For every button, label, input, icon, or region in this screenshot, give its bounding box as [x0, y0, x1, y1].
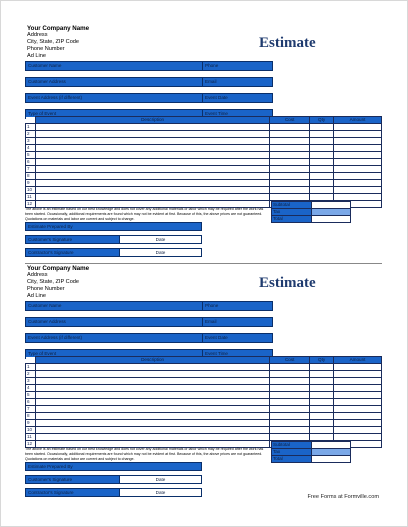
row-number: 5	[26, 152, 36, 159]
customer-date-field[interactable]: Date	[120, 475, 202, 484]
row-number: 4	[26, 145, 36, 152]
row-number: 12	[26, 441, 36, 448]
prepared-by-field[interactable]: Estimate Prepared By	[25, 462, 202, 471]
company-address: Address	[27, 32, 48, 38]
event-time-field[interactable]: Event Time	[203, 109, 273, 119]
totals-table	[271, 201, 351, 223]
total-label: Total	[272, 216, 312, 223]
table-row[interactable]	[26, 124, 382, 131]
signature-block	[25, 462, 202, 497]
contractor-date-field[interactable]: Date	[120, 248, 202, 257]
event-address-field[interactable]: Event Address (if different)	[25, 93, 203, 103]
row-number: 10	[26, 187, 36, 194]
footer-link[interactable]: Free Forms at Formville.com	[307, 494, 379, 500]
customer-row	[25, 333, 273, 343]
customer-row	[25, 301, 273, 311]
tax-row	[272, 449, 351, 456]
table-row[interactable]	[26, 378, 382, 385]
prepared-by-row	[25, 222, 202, 231]
table-row[interactable]	[26, 413, 382, 420]
tax-row	[272, 209, 351, 216]
customer-row	[25, 317, 273, 327]
tax-value[interactable]	[311, 209, 350, 216]
customer-signature-row	[25, 475, 202, 484]
total-value[interactable]	[311, 456, 350, 463]
estimate-form-bottom	[1, 241, 408, 503]
table-row[interactable]	[26, 406, 382, 413]
row-number: 7	[26, 406, 36, 413]
contractor-signature-row	[25, 488, 202, 497]
row-number: 6	[26, 399, 36, 406]
customer-date-field[interactable]: Date	[120, 235, 202, 244]
subtotal-row	[272, 202, 351, 209]
table-row[interactable]	[26, 145, 382, 152]
table-row[interactable]	[26, 131, 382, 138]
company-info	[27, 25, 89, 60]
email-field[interactable]: Email	[203, 77, 273, 87]
row-number: 3	[26, 378, 36, 385]
event-type-field[interactable]: Type of Event	[25, 109, 203, 119]
row-number: 3	[26, 138, 36, 145]
company-extra: Ad Line	[27, 53, 46, 59]
row-number: 8	[26, 173, 36, 180]
company-city: City, State, ZIP Code	[27, 279, 80, 285]
company-phone: Phone Number	[27, 46, 65, 52]
customer-address-field[interactable]: Customer Address	[25, 77, 203, 87]
total-label: Total	[272, 456, 312, 463]
table-row[interactable]	[26, 159, 382, 166]
row-number: 9	[26, 420, 36, 427]
customer-address-field[interactable]: Customer Address	[25, 317, 203, 327]
row-number: 11	[26, 194, 36, 201]
row-number: 1	[26, 124, 36, 131]
company-name: Your Company Name	[27, 25, 90, 32]
row-number: 7	[26, 166, 36, 173]
header-qty: Qty	[310, 117, 334, 124]
customer-row	[25, 61, 273, 71]
tax-value[interactable]	[311, 449, 350, 456]
row-number: 8	[26, 413, 36, 420]
estimate-title: Estimate	[259, 275, 316, 291]
contractor-signature-field[interactable]: Contractor's Signature	[25, 488, 120, 497]
event-address-field[interactable]: Event Address (if different)	[25, 333, 203, 343]
estimate-title: Estimate	[259, 35, 316, 51]
table-row[interactable]	[26, 399, 382, 406]
subtotal-label: Subtotal	[272, 202, 312, 209]
table-row[interactable]	[26, 427, 382, 434]
email-field[interactable]: Email	[203, 317, 273, 327]
event-date-field[interactable]: Event Date	[203, 333, 273, 343]
event-time-field[interactable]: Event Time	[203, 349, 273, 359]
table-row[interactable]	[26, 166, 382, 173]
company-name: Your Company Name	[27, 265, 90, 272]
header-spacer	[26, 117, 36, 124]
table-row[interactable]	[26, 194, 382, 201]
header-qty: Qty	[310, 357, 334, 364]
customer-name-field[interactable]: Customer Name	[25, 61, 203, 71]
total-value[interactable]	[311, 216, 350, 223]
disclaimer-text: The above is an estimate based on our best knowledge and does not cover any additional materials or labor which may be required after the work has been started. Occasionally, additional requirements are found which may not be evident at first. Because of this, the above prices are not guaranteed. Quotations on materials and labor are current and subject to change.	[25, 447, 264, 461]
row-number: 4	[26, 385, 36, 392]
phone-field[interactable]: Phone	[203, 61, 273, 71]
header-description: Description	[35, 357, 269, 364]
table-row[interactable]	[26, 180, 382, 187]
table-row[interactable]	[26, 173, 382, 180]
table-row[interactable]	[26, 152, 382, 159]
row-number: 5	[26, 392, 36, 399]
table-header-row	[26, 117, 382, 124]
header-description: Description	[35, 117, 269, 124]
header-spacer	[26, 357, 36, 364]
customer-row	[25, 77, 273, 87]
table-row[interactable]	[26, 434, 382, 441]
customer-name-field[interactable]: Customer Name	[25, 301, 203, 311]
row-number: 2	[26, 131, 36, 138]
totals-table	[271, 441, 351, 463]
row-number: 2	[26, 371, 36, 378]
header-amount: Amount	[334, 117, 382, 124]
prepared-by-field[interactable]: Estimate Prepared By	[25, 222, 202, 231]
table-row[interactable]	[26, 392, 382, 399]
company-extra: Ad Line	[27, 293, 46, 299]
table-row[interactable]	[26, 420, 382, 427]
table-row[interactable]	[26, 187, 382, 194]
row-number: 10	[26, 427, 36, 434]
table-row[interactable]	[26, 138, 382, 145]
contractor-signature-field[interactable]: Contractor's Signature	[25, 248, 120, 257]
total-row	[272, 216, 351, 223]
event-type-field[interactable]: Type of Event	[25, 349, 203, 359]
table-row[interactable]	[26, 385, 382, 392]
company-phone: Phone Number	[27, 286, 65, 292]
header-cost: Cost	[270, 357, 310, 364]
company-address: Address	[27, 272, 48, 278]
row-number: 12	[26, 201, 36, 208]
customer-signature-field[interactable]: Customer's Signature	[25, 235, 120, 244]
row-number: 9	[26, 180, 36, 187]
phone-field[interactable]: Phone	[203, 301, 273, 311]
subtotal-label: Subtotal	[272, 442, 312, 449]
header-amount: Amount	[334, 357, 382, 364]
row-number: 1	[26, 364, 36, 371]
customer-row	[25, 93, 273, 103]
company-info	[27, 265, 89, 300]
contractor-date-field[interactable]: Date	[120, 488, 202, 497]
tax-label: Tax	[272, 209, 312, 216]
estimate-form-top	[1, 1, 408, 263]
customer-fields	[25, 301, 273, 361]
disclaimer-text: The above is an estimate based on our best knowledge and does not cover any additional materials or labor which may be required after the work has been started. Occasionally, additional requirements are found which may not be evident at first. Because of this, the above prices are not guaranteed. Quotations on materials and labor are current and subject to change.	[25, 207, 264, 221]
line-items-table	[25, 356, 382, 448]
subtotal-row	[272, 442, 351, 449]
event-date-field[interactable]: Event Date	[203, 93, 273, 103]
subtotal-value[interactable]	[311, 442, 350, 449]
header-cost: Cost	[270, 117, 310, 124]
tax-label: Tax	[272, 449, 312, 456]
row-number: 6	[26, 159, 36, 166]
table-row[interactable]	[26, 364, 382, 371]
subtotal-value[interactable]	[311, 202, 350, 209]
customer-fields	[25, 61, 273, 121]
table-row[interactable]	[26, 371, 382, 378]
company-city: City, State, ZIP Code	[27, 39, 80, 45]
line-items-table	[25, 116, 382, 208]
table-header-row	[26, 357, 382, 364]
prepared-by-row	[25, 462, 202, 471]
total-row	[272, 456, 351, 463]
row-number: 11	[26, 434, 36, 441]
customer-signature-field[interactable]: Customer's Signature	[25, 475, 120, 484]
